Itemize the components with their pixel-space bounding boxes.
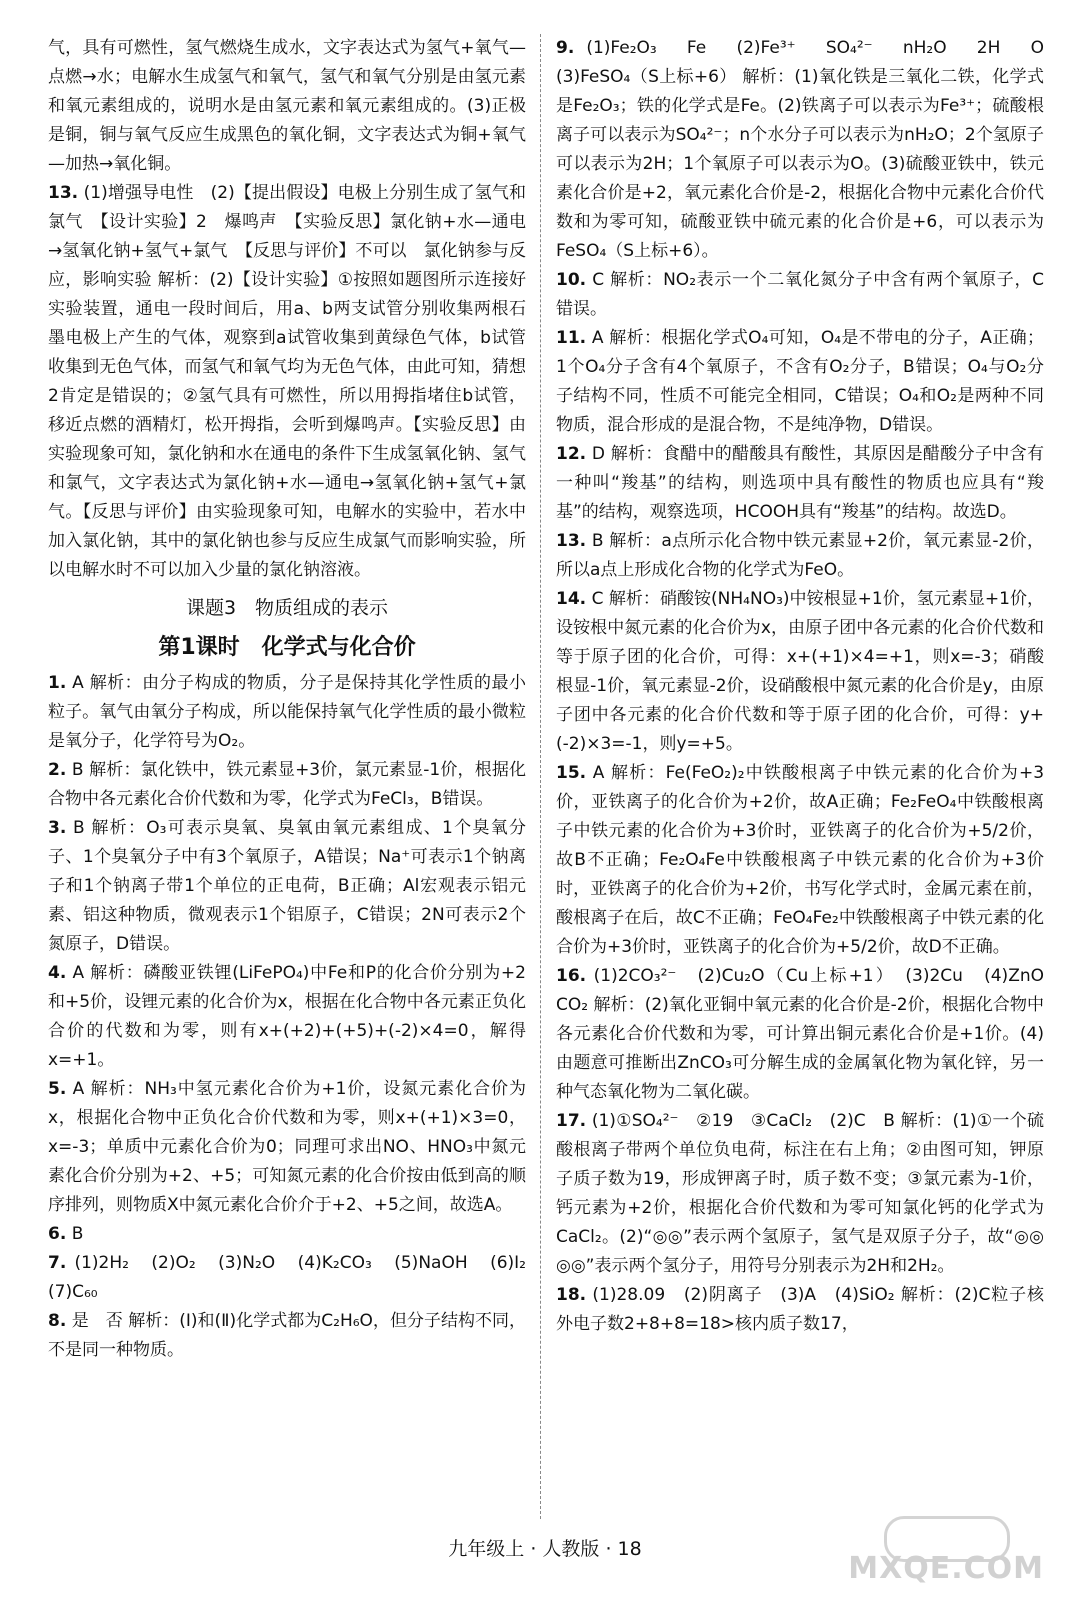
question-number: 15. — [556, 763, 587, 783]
answer-text: B — [71, 760, 84, 780]
question-number: 17. — [556, 1111, 587, 1131]
explanation-text: 解析：根据化学式O₄可知，O₄是不带电的分子，A正确；1个O₄分子含有4个氧原子，不含有O₂分子，B错误；O₄与O₂分子结构不同，性质不可能完全相同，C错误；O₄和O₂是两种不同物质，混合形成的是混合物，不是纯净物，D错误。 — [556, 328, 1044, 435]
explanation-text: 解析：O₃可表示臭氧、臭氧由氧元素组成、1个臭氧分子、1个臭氧分子中有3个氧原子，A错误；Na⁺可表示1个钠离子和1个钠离子带1个单位的正电荷，B正确；Al宏观表示铝元素、铝这种物质，微观表示1个铝原子，C错误；2N可表示2个氮原子，D错误。 — [48, 818, 527, 954]
question-entry — [556, 585, 1044, 759]
section-title: 课题3 物质组成的表示 — [185, 597, 389, 619]
question-entry — [556, 1281, 1044, 1339]
question-number: 12. — [556, 444, 587, 464]
right-column — [556, 34, 1061, 1339]
explanation-text: 解析：(Ⅰ)和(Ⅱ)化学式都为C₂H₆O，但分子结构不同，不是同一种物质。 — [48, 1311, 527, 1360]
answer-text: B — [71, 1224, 84, 1244]
explanation-text: 解析：(2)C粒子核外电子数2+8+8=18>核内质子数17， — [556, 1285, 1045, 1334]
explanation-text: 解析：(1)①一个硫酸根离子带两个单位负电荷，标注在右上角；②由图可知，钾原子质子数为19，形成钾离子时，质子数不变；③氯元素为-1价，钙元素为+2价，根据化合价代数和为零可知氯化钙的化学式为CaCl₂。(2)“◎◎”表示两个氢原子，氢气是双原子分子，故“◎◎ ◎◎”表示两个氢分子，用符号分别表示为2H和2H₂。 — [556, 1111, 1044, 1276]
answer-text: C — [592, 270, 605, 290]
question-entry — [48, 959, 526, 1075]
answer-text: B — [591, 531, 604, 551]
lesson-title: 第1课时 化学式与化合价 — [158, 635, 416, 660]
explanation-text: 解析：a点所示化合物中铁元素显+2价，氧元素显-2价，所以a点上形成化合物的化学式为FeO。 — [556, 531, 1044, 580]
question-number: 13. — [48, 183, 79, 203]
question-entry — [48, 179, 526, 585]
answer-text: (1)Fe₂O₃ Fe (2)Fe³⁺ SO₄²⁻ nH₂O 2H O (3)FeSO₄（S上标+6） — [556, 38, 1061, 87]
question-entry — [48, 34, 526, 179]
question-entry — [48, 1249, 544, 1307]
explanation-text: 解析：Fe(FeO₂)₂中铁酸根离子中铁元素的化合价为+3价，亚铁离子的化合价为+2价，故A正确；Fe₂FeO₄中铁酸根离子中铁元素的化合价为+3价时，亚铁离子的化合价为+5/2价，故B不正确；Fe₂O₄Fe中铁酸根离子中铁元素的化合价为+3价时，亚铁离子的化合价为+2价，书写化学式时，金属元素在前，酸根离子在后，故C不正确；FeO₄Fe₂中铁酸根离子中铁元素的化合价为+3价时，亚铁离子的化合价为+5/2价，故D不正确。 — [556, 763, 1045, 957]
explanation-text: 解析：食醋中的醋酸具有酸性，其原因是醋酸分子中含有一种叫“羧基”的结构，则选项中具有酸性的物质也应具有“羧基”的结构，观察选项，HCOOH具有“羧基”的结构。故选D。 — [556, 444, 1044, 522]
question-entry — [48, 1075, 526, 1220]
question-number: 7. — [48, 1253, 67, 1273]
question-number: 10. — [556, 270, 587, 290]
question-entry — [48, 669, 526, 756]
question-entry — [556, 266, 1044, 324]
column-divider — [540, 34, 541, 1519]
answer-text: C — [591, 589, 604, 609]
question-entry — [556, 527, 1044, 585]
page-footer: 九年级上 · 人教版 · 18 — [448, 1538, 642, 1560]
question-number: 5. — [48, 1079, 67, 1099]
answer-text: (1)2CO₃²⁻ (2)Cu₂O（Cu上标+1） (3)2Cu (4)ZnO CO₂ — [556, 966, 1061, 1015]
explanation-text: 解析：NH₃中氢元素化合价为+1价，设氮元素化合价为x，根据化合物中正负化合价代数和为零，则x+(+1)×3=0，x=-3；单质中元素化合价为0；同理可求出NO、HNO₃中氮元素化合价分别为+2、+5；可知氮元素的化合价按由低到高的顺序排列，则物质X中氮元素化合价介于+2、+5之间，故选A。 — [48, 1079, 526, 1215]
question-entry — [556, 440, 1044, 527]
answer-text: 是 否 — [71, 1311, 123, 1331]
explanation-text: 解析：由分子构成的物质，分子是保持其化学性质的最小粒子。氧气由氧分子构成，所以能保持氧气化学性质的最小微粒是氧分子，化学符号为O₂。 — [48, 673, 526, 751]
question-number: 11. — [556, 328, 587, 348]
explanation-text: 解析：硝酸铵(NH₄NO₃)中铵根显+1价，氢元素显+1价，设铵根中氮元素的化合价为x，由原子团中各元素的化合价代数和等于原子团的化合价，可得：x+(+1)×4=+1，则x=-3；硝酸根显-1价，氧元素显-2价，设硝酸根中氮元素的化合价是y，由原子团中各元素的化合价代数和等于原子团的化合价，可得：y+(-2)×3=-1，则y=+5。 — [556, 589, 1044, 754]
left-column — [48, 34, 544, 1365]
answer-text: A — [72, 963, 85, 983]
answer-text: A — [592, 763, 605, 783]
question-number: 9. — [556, 38, 575, 58]
answer-text: A — [72, 673, 84, 693]
answer-text: B — [73, 818, 85, 838]
question-entry — [556, 759, 1044, 962]
answer-text: (1)28.09 (2)阴离子 (3)A (4)SiO₂ — [592, 1285, 895, 1305]
explanation-text: 解析：磷酸亚铁锂(LiFePO₄)中Fe和P的化合价分别为+2和+5价，设锂元素的化合价为x，根据在化合物中各元素正负化合价的代数和为零，则有x+(+2)+(+5)+(-2)×4=0，解得x=+1。 — [48, 963, 526, 1070]
question-entry — [556, 1107, 1044, 1281]
question-entry — [556, 34, 1061, 266]
watermark-logo — [848, 1516, 1054, 1590]
answer-text: A — [72, 1079, 85, 1099]
watermark-text: MXQE.COM — [848, 1551, 1044, 1586]
explanation-text: 气，具有可燃性，氢气燃烧生成水，文字表达式为氢气+氧气—点燃→水；电解水生成氢气和氧气，氢气和氧气分别是由氢元素和氧元素组成的，说明水是由氢元素和氧元素组成的。(3)正极是铜，铜与氧气反应生成黑色的氧化铜，文字表达式为铜+氧气—加热→氧化铜。 — [48, 38, 526, 174]
question-number: 3. — [48, 818, 67, 838]
explanation-text: 解析：(2)【设计实验】①按照如题图所示连接好实验装置，通电一段时间后，用a、b两支试管分别收集两根石墨电极上产生的气体，观察到a试管收集到黄绿色气体，b试管收集到无色气体，而氢气和氧气均为无色气体，由此可知，猜想2肯定是错误的；②氢气具有可燃性，所以用拇指堵住b试管，移近点燃的酒精灯，松开拇指，会听到爆鸣声。【实验反思】由实验现象可知，氯化钠和水在通电的条件下生成氢氧化钠、氢气和氯气，文字表达式为氯化钠+水—通电→氢氧化钠+氢气+氯气。【反思与评价】由实验现象可知，电解水的实验中，若水中加入氯化钠，其中的氯化钠也参与反应生成氯气而影响实验，所以电解水时不可以加入少量的氯化钠溶液。 — [48, 270, 527, 580]
answer-text: (1)2H₂ (2)O₂ (3)N₂O (4)K₂CO₃ (5)NaOH (6)I₂ (7)C₆₀ — [48, 1253, 544, 1302]
question-number: 14. — [556, 589, 587, 609]
question-entry — [556, 962, 1061, 1107]
question-entry — [48, 814, 526, 959]
answer-text: (1)①SO₄²⁻ ②19 ③CaCl₂ (2)C B — [591, 1111, 895, 1131]
explanation-text: 解析：NO₂表示一个二氧化氮分子中含有两个氧原子，C错误。 — [556, 270, 1044, 319]
question-entry — [556, 324, 1044, 440]
answer-text: (1)增强导电性 (2)【提出假设】电极上分别生成了氢气和氯气 【设计实验】2 爆鸣声 【实验反思】氯化钠+水—通电→氢氧化钠+氢气+氯气 【反思与评价】不可以 氯化钠参与反应，影响实验 — [48, 183, 526, 290]
answer-text: D — [591, 444, 605, 464]
question-number: 16. — [556, 966, 587, 986]
left-entries — [48, 34, 526, 585]
left-entries-2 — [48, 669, 544, 1365]
right-entries — [556, 34, 1061, 1339]
question-entry — [48, 1220, 526, 1249]
explanation-text: 解析：(1)氧化铁是三氧化二铁，化学式是Fe₂O₃；铁的化学式是Fe。(2)铁离子可以表示为Fe³⁺；硫酸根离子可以表示为SO₄²⁻；n个水分子可以表示为nH₂O；2个氢原子可以表示为2H；1个氧原子可以表示为O。(3)硫酸亚铁中，铁元素化合价是+2，氧元素化合价是-2，根据化合物中元素化合价代数和为零可知，硫酸亚铁中硫元素的化合价是+6，可以表示为FeSO₄（S上标+6）。 — [556, 67, 1044, 261]
question-entry — [48, 756, 526, 814]
explanation-text: 解析：(2)氧化亚铜中氧元素的化合价是-2价，根据化合物中各元素化合价代数和为零，可计算出铜元素化合价是+1价。(4)由题意可推断出ZnCO₃可分解生成的金属氧化物为氧化锌，另一种气态氧化物为二氧化碳。 — [556, 995, 1045, 1102]
question-number: 2. — [48, 760, 67, 780]
question-number: 8. — [48, 1311, 67, 1331]
question-number: 6. — [48, 1224, 67, 1244]
question-number: 4. — [48, 963, 67, 983]
question-number: 13. — [556, 531, 587, 551]
question-entry — [48, 1307, 526, 1365]
question-number: 1. — [48, 673, 67, 693]
answer-text: A — [591, 328, 604, 348]
explanation-text: 解析：氯化铁中，铁元素显+3价，氯元素显-1价，根据化合物中各元素化合价代数和为零，化学式为FeCl₃，B错误。 — [48, 760, 527, 809]
question-number: 18. — [556, 1285, 587, 1305]
